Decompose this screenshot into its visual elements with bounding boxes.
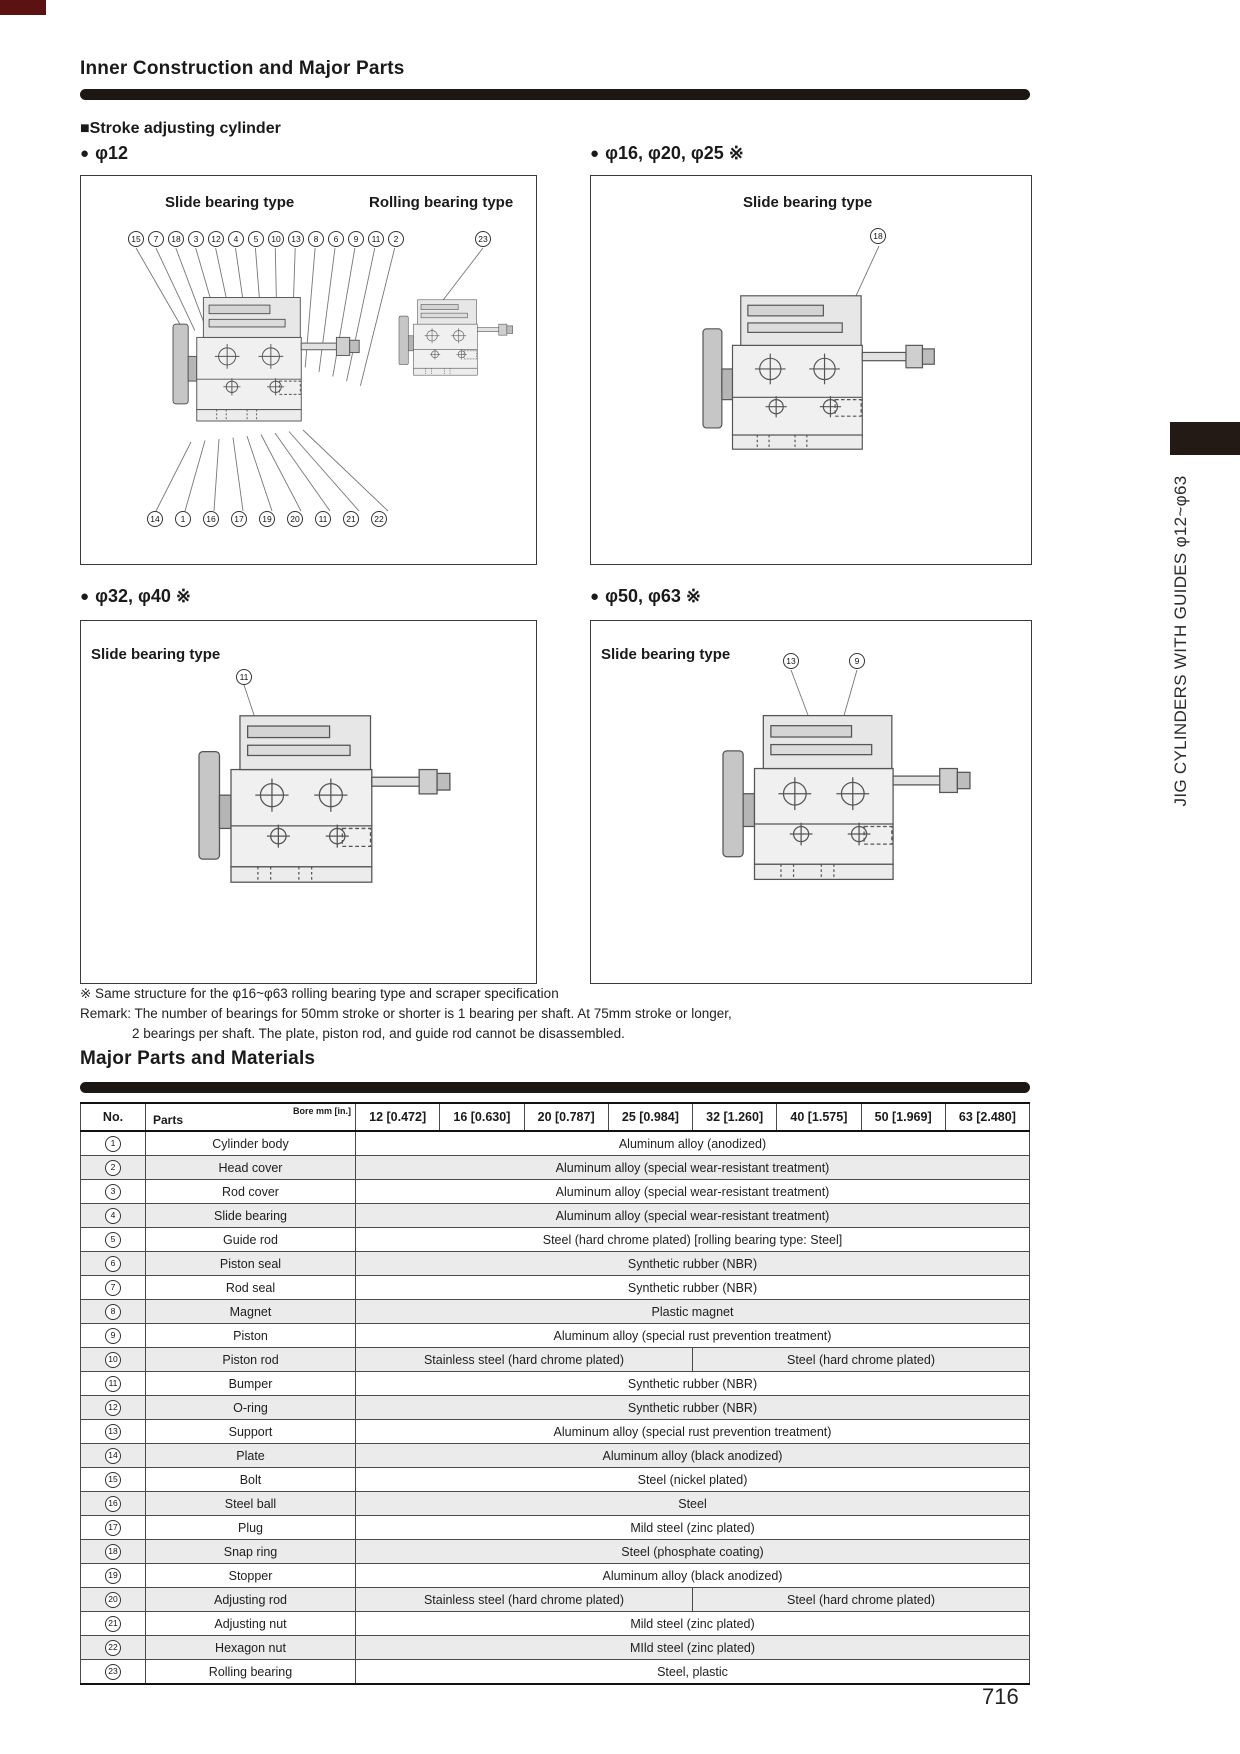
diagram-heading-phi12: ● φ12 [80,143,128,163]
part-name: Guide rod [146,1228,356,1252]
material-cell: Stainless steel (hard chrome plated) [356,1348,693,1372]
part-name: Support [146,1420,356,1444]
table-row [81,1588,1030,1612]
diagram-heading-phi16-25: ● φ16, φ20, φ25 ※ [590,143,744,163]
table-row [81,1468,1030,1492]
slide-bearing-type-label: Slide bearing type [743,194,873,211]
diagram-heading-phi32-40: ● φ32, φ40 ※ [80,586,191,606]
part-number: 17 [105,1520,121,1536]
parts-table-body [81,1131,1030,1684]
bore-column-header: 25 [0.984] [608,1103,692,1131]
part-name: Magnet [146,1300,356,1324]
part-number: 11 [105,1376,121,1392]
part-number: 18 [105,1544,121,1560]
table-row [81,1180,1030,1204]
part-number: 2 [105,1160,121,1176]
rolling-bearing-type-label: Rolling bearing type [369,194,514,211]
callout-16: 16 [203,511,219,527]
part-name: Hexagon nut [146,1636,356,1660]
table-title: Major Parts and Materials [80,1048,316,1069]
table-row [81,1396,1030,1420]
part-number: 7 [105,1280,121,1296]
table-row [81,1564,1030,1588]
part-number: 14 [105,1448,121,1464]
material-cell: Aluminum alloy (special wear-resistant treatment) [356,1180,1030,1204]
page-title: Inner Construction and Major Parts [80,58,405,79]
callout-18: 18 [870,228,886,244]
part-number: 21 [105,1616,121,1632]
callout-17: 17 [231,511,247,527]
diagram-heading-phi50-63: ● φ50, φ63 ※ [590,586,701,606]
material-cell: Steel (hard chrome plated) [693,1348,1030,1372]
callout-11: 11 [236,669,252,685]
part-number: 20 [105,1592,121,1608]
part-number: 22 [105,1640,121,1656]
cylinder-drawing [591,176,1031,564]
part-number: 16 [105,1496,121,1512]
slide-bearing-type-label: Slide bearing type [165,194,295,211]
parts-table [80,1102,1030,1685]
table-row [81,1276,1030,1300]
cylinder-drawing [81,621,536,983]
callout-1: 1 [175,511,191,527]
material-cell: Plastic magnet [356,1300,1030,1324]
callout-15: 15 [128,231,144,247]
edge-index-tab [1170,422,1240,455]
callout-20: 20 [287,511,303,527]
material-cell: Synthetic rubber (NBR) [356,1372,1030,1396]
callout-14: 14 [147,511,163,527]
table-row [81,1372,1030,1396]
callout-22: 22 [371,511,387,527]
material-cell: Synthetic rubber (NBR) [356,1252,1030,1276]
material-cell: Steel, plastic [356,1660,1030,1685]
material-cell: MIld steel (zinc plated) [356,1636,1030,1660]
circle-bullet-icon: ● [590,145,600,162]
bore-column-header: 12 [0.472] [356,1103,440,1131]
material-cell: Aluminum alloy (black anodized) [356,1564,1030,1588]
table-row [81,1444,1030,1468]
table-row [81,1156,1030,1180]
callout-11: 11 [368,231,384,247]
table-header-row [81,1103,1030,1131]
table-row [81,1516,1030,1540]
part-name: Plug [146,1516,356,1540]
material-cell: Aluminum alloy (anodized) [356,1131,1030,1156]
part-name: Adjusting nut [146,1612,356,1636]
table-row [81,1420,1030,1444]
diagram-panel-phi12 [80,175,537,565]
table-row [81,1131,1030,1156]
table-row [81,1660,1030,1685]
callout-12: 12 [208,231,224,247]
callout-3: 3 [188,231,204,247]
material-cell: Steel (hard chrome plated) [693,1588,1030,1612]
table-row [81,1540,1030,1564]
diagram-notes [80,984,840,1044]
circle-bullet-icon: ● [80,588,90,605]
cylinder-drawing [591,621,1031,983]
sidebar-vertical-title [1158,455,1204,827]
callout-21: 21 [343,511,359,527]
material-cell: Synthetic rubber (NBR) [356,1276,1030,1300]
subsection-label: Stroke adjusting cylinder [89,120,281,137]
part-number: 12 [105,1400,121,1416]
callout-5: 5 [248,231,264,247]
part-number: 5 [105,1232,121,1248]
circle-bullet-icon: ● [80,145,90,162]
part-number: 23 [105,1664,121,1680]
material-cell: Aluminum alloy (black anodized) [356,1444,1030,1468]
diagram-panel-phi16-25 [590,175,1032,565]
material-cell: Mild steel (zinc plated) [356,1516,1030,1540]
callout-18: 18 [168,231,184,247]
callout-19: 19 [259,511,275,527]
part-name: Snap ring [146,1540,356,1564]
part-name: O-ring [146,1396,356,1420]
slide-bearing-type-label: Slide bearing type [91,646,221,663]
callout-6: 6 [328,231,344,247]
bore-column-header: 40 [1.575] [777,1103,861,1131]
note-remark-continued: 2 bearings per shaft. The plate, piston rod, and guide rod cannot be disassembled. [132,1026,625,1041]
circle-bullet-icon: ● [590,588,600,605]
print-corner-tab [0,0,46,15]
table-row [81,1228,1030,1252]
callout-10: 10 [268,231,284,247]
part-number: 15 [105,1472,121,1488]
page-number: 716 [982,1684,1019,1709]
title-rule [80,89,1030,100]
part-name: Slide bearing [146,1204,356,1228]
table-row [81,1324,1030,1348]
part-name: Plate [146,1444,356,1468]
callout-13: 13 [288,231,304,247]
note-reference: ※ Same structure for the φ16~φ63 rolling bearing type and scraper specification [80,986,559,1001]
part-name: Bumper [146,1372,356,1396]
diagram-panel-phi50-63 [590,620,1032,984]
table-row [81,1300,1030,1324]
part-number: 4 [105,1208,121,1224]
material-cell: Steel (nickel plated) [356,1468,1030,1492]
bore-column-header: 50 [1.969] [861,1103,945,1131]
bore-column-header: 63 [2.480] [945,1103,1029,1131]
material-cell: Aluminum alloy (special wear-resistant treatment) [356,1204,1030,1228]
part-number: 8 [105,1304,121,1320]
part-name: Piston seal [146,1252,356,1276]
part-number: 10 [105,1352,121,1368]
table-row [81,1252,1030,1276]
diagram-panel-phi32-40 [80,620,537,984]
part-name: Rod cover [146,1180,356,1204]
part-name: Steel ball [146,1492,356,1516]
column-header-no: No. [81,1103,146,1131]
table-row [81,1204,1030,1228]
square-bullet-icon: ■ [80,120,90,137]
bore-label: Bore mm [in.] [292,1106,351,1116]
material-cell: Mild steel (zinc plated) [356,1612,1030,1636]
callout-11: 11 [315,511,331,527]
table-row [81,1348,1030,1372]
part-number: 19 [105,1568,121,1584]
material-cell: Steel (phosphate coating) [356,1540,1030,1564]
part-number: 1 [105,1136,121,1152]
parts-label: Parts [153,1113,184,1127]
bore-column-header: 20 [0.787] [524,1103,608,1131]
callout-row [783,653,865,669]
part-name: Cylinder body [146,1131,356,1156]
column-header-parts [146,1103,356,1131]
bottom-callout-row [147,511,387,527]
material-cell: Synthetic rubber (NBR) [356,1396,1030,1420]
subsection-heading [80,120,281,138]
part-name: Head cover [146,1156,356,1180]
material-cell: Aluminum alloy (special wear-resistant treatment) [356,1156,1030,1180]
callout-7: 7 [148,231,164,247]
part-name: Piston [146,1324,356,1348]
table-row [81,1492,1030,1516]
table-title-rule [80,1082,1030,1093]
part-number: 13 [105,1424,121,1440]
note-remark: Remark: The number of bearings for 50mm stroke or shorter is 1 bearing per shaft. At 75mm stroke or longer, [80,1006,732,1021]
material-cell: Steel [356,1492,1030,1516]
part-name: Bolt [146,1468,356,1492]
part-name: Adjusting rod [146,1588,356,1612]
material-cell: Stainless steel (hard chrome plated) [356,1588,693,1612]
material-cell: Steel (hard chrome plated) [rolling bearing type: Steel] [356,1228,1030,1252]
callout-9: 9 [849,653,865,669]
part-number: 3 [105,1184,121,1200]
part-name: Rod seal [146,1276,356,1300]
part-number: 9 [105,1328,121,1344]
callout-23: 23 [475,231,491,247]
sidebar-title-text: JIG CYLINDERS WITH GUIDES φ12~φ63 [1171,475,1190,807]
part-number: 6 [105,1256,121,1272]
bore-column-header: 32 [1.260] [693,1103,777,1131]
part-name: Stopper [146,1564,356,1588]
bore-column-header: 16 [0.630] [440,1103,524,1131]
callout-2: 2 [388,231,404,247]
callout-13: 13 [783,653,799,669]
callout-8: 8 [308,231,324,247]
table-row [81,1612,1030,1636]
top-callout-row [128,231,404,247]
material-cell: Aluminum alloy (special rust prevention treatment) [356,1420,1030,1444]
part-name: Rolling bearing [146,1660,356,1685]
callout-4: 4 [228,231,244,247]
table-row [81,1636,1030,1660]
slide-bearing-type-label: Slide bearing type [601,646,731,663]
callout-9: 9 [348,231,364,247]
material-cell: Aluminum alloy (special rust prevention treatment) [356,1324,1030,1348]
part-name: Piston rod [146,1348,356,1372]
